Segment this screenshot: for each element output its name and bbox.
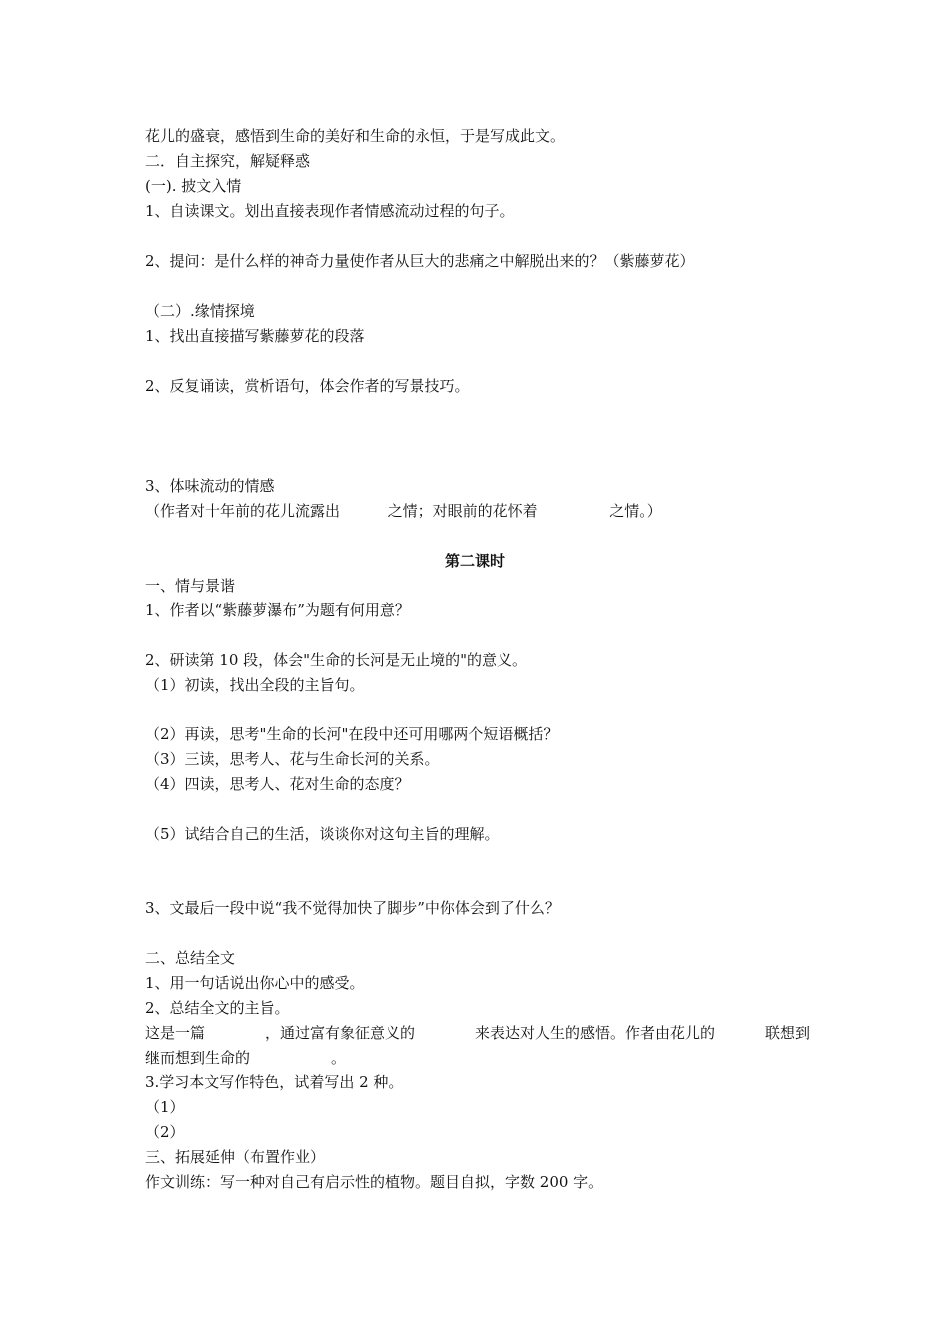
blank-segment: 来表达对人生的感悟。作者由花儿的 <box>474 1024 715 1042</box>
list-item: 3、文最后一段中说“我不觉得加快了脚步”中你体会到了什么？ <box>145 899 560 917</box>
blank-segment: 这是一篇 <box>145 1024 206 1042</box>
section-heading: 一、情与景谐 <box>145 577 236 595</box>
list-item: 1、自读课文。划出直接表现作者情感流动过程的句子。 <box>145 202 515 220</box>
list-item: 2、研读第 10 段，体会"生命的长河是无止境的"的意义。 <box>145 651 527 669</box>
section-heading: 三、拓展延伸（布置作业） <box>145 1148 326 1166</box>
list-item: 作文训练：写一种对自己有启示性的植物。题目自拟，字数 200 字。 <box>145 1173 604 1191</box>
subsection-heading: (一). 披文入情 <box>145 177 242 195</box>
fill-blank-line: （作者对十年前的花儿流露出 之情；对眼前的花怀着 之情。） <box>145 502 662 520</box>
list-item: 1、作者以“紫藤萝瀑布”为题有何用意？ <box>145 601 410 619</box>
section-heading: 二．自主探究，解疑释惑 <box>145 152 311 170</box>
answer-slot: （1） <box>145 1098 185 1116</box>
list-item: （3）三读，思考人、花与生命长河的关系。 <box>145 750 440 768</box>
list-item: 1、用一句话说出你心中的感受。 <box>145 974 365 992</box>
blank-segment: ，通过富有象征意义的 <box>264 1024 415 1042</box>
blank-segment: 联想到 <box>764 1024 810 1042</box>
list-item: （5）试结合自己的生活，谈谈你对这句主旨的理解。 <box>145 825 500 843</box>
answer-slot: （2） <box>145 1123 185 1141</box>
list-item: 3.学习本文写作特色，试着写出 2 种。 <box>145 1073 404 1091</box>
list-item: 2、反复诵读，赏析语句，体会作者的写景技巧。 <box>145 377 470 395</box>
section-heading: 二、总结全文 <box>145 949 236 967</box>
list-item: （4）四读，思考人、花对生命的态度？ <box>145 775 410 793</box>
fill-blank-line <box>145 1023 810 1043</box>
intro-line: 花儿的盛衰，感悟到生命的美好和生命的永恒，于是写成此文。 <box>145 127 566 145</box>
lesson-title: 第二课时 <box>444 552 505 570</box>
list-item: （1）初读，找出全段的主旨句。 <box>145 676 365 694</box>
fill-blank-line: 继而想到生命的 。 <box>145 1049 347 1067</box>
list-item: 2、提问：是什么样的神奇力量使作者从巨大的悲痛之中解脱出来的？（紫藤萝花） <box>145 252 695 270</box>
subsection-heading: （二）.缘情探境 <box>145 302 255 320</box>
list-item: 2、总结全文的主旨。 <box>145 999 290 1017</box>
list-item: 3、体味流动的情感 <box>145 477 275 495</box>
list-item: （2）再读，思考"生命的长河"在段中还可用哪两个短语概括？ <box>145 725 559 743</box>
list-item: 1、找出直接描写紫藤萝花的段落 <box>145 327 365 345</box>
